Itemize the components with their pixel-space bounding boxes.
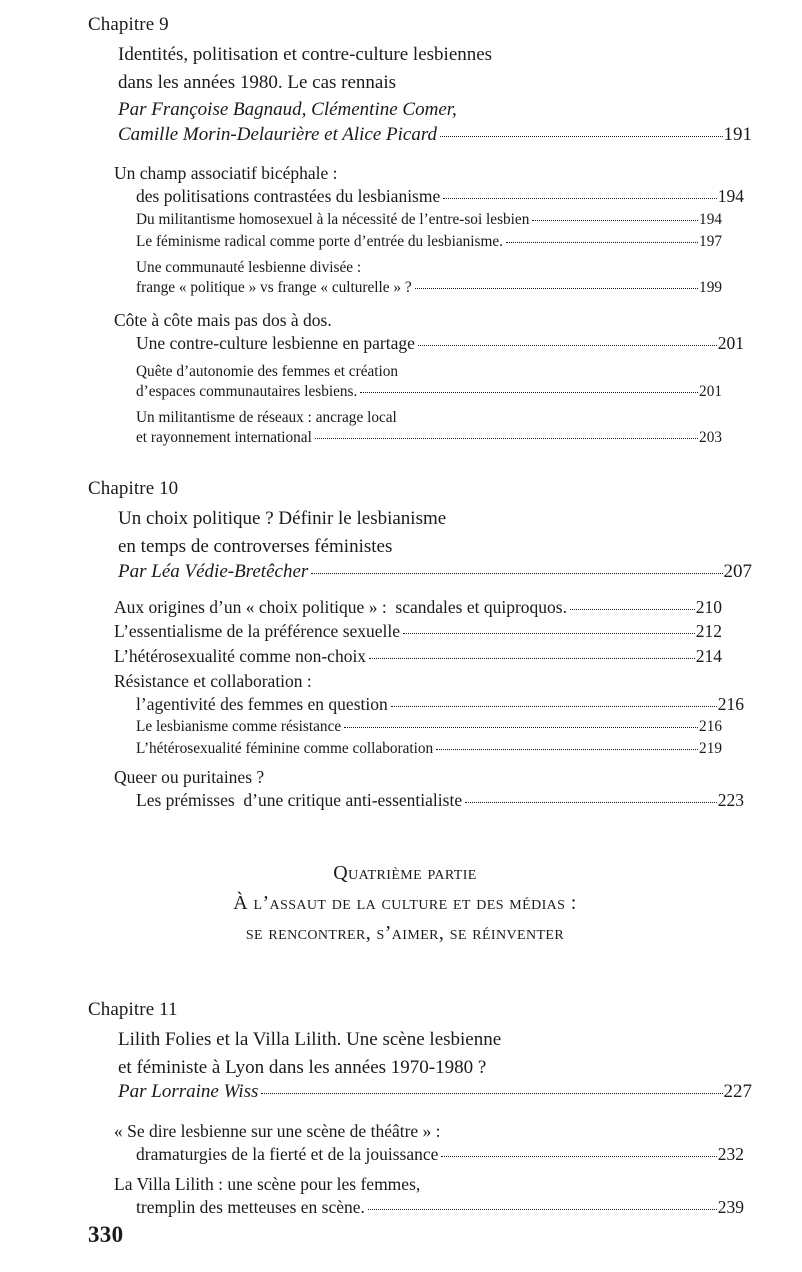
toc-entry-text: Le féminisme radical comme porte d’entrée du lesbianisme. — [136, 232, 503, 250]
chapter-title-line: Un choix politique ? Définir le lesbianisme — [118, 508, 447, 530]
dot-leader — [391, 706, 717, 707]
toc-entry[interactable] — [136, 258, 722, 298]
part-heading — [88, 858, 722, 949]
toc-entry-row — [114, 645, 722, 668]
toc-entry-row — [136, 693, 744, 716]
page-number: 214 — [695, 646, 722, 667]
chapter-title-line: Lilith Folies et la Villa Lilith. Une scène lesbienne — [118, 1028, 502, 1050]
toc-entry-row — [114, 596, 722, 619]
dot-leader — [415, 288, 698, 289]
dot-leader — [368, 1209, 717, 1210]
page-number: 212 — [695, 621, 722, 642]
chapter-label: Chapitre 9 — [88, 14, 169, 35]
chapter-title-line: Identités, politisation et contre-culture lesbiennes — [118, 44, 493, 65]
page-number: 216 — [717, 693, 744, 714]
page-number: 194 — [699, 210, 722, 228]
dot-leader — [570, 609, 695, 610]
toc-entry-line: Une communauté lesbienne divisée : — [136, 259, 362, 277]
dot-leader — [532, 220, 698, 221]
toc-entry-row — [136, 739, 722, 759]
toc-entry-line: Queer ou puritaines ? — [114, 767, 265, 788]
chapter-author-row — [118, 1081, 752, 1103]
chapter-author-line: Par Françoise Bagnaud, Clémentine Comer, — [118, 99, 457, 121]
toc-entry-row — [136, 1143, 744, 1166]
toc-entry-line: « Se dire lesbienne sur une scène de théâtre » : — [114, 1121, 441, 1142]
toc-entry[interactable] — [136, 210, 722, 230]
chapter-block-11 — [88, 998, 752, 1218]
toc-entry[interactable] — [114, 645, 722, 668]
toc-entry[interactable] — [114, 670, 744, 716]
part-heading-line-2: À l’assaut de la culture et des médias : — [233, 892, 577, 915]
toc-entry[interactable] — [114, 766, 744, 812]
toc-entry[interactable] — [136, 408, 722, 448]
toc-entry-row — [136, 232, 722, 252]
page-number: 199 — [699, 279, 722, 297]
toc-entry-row — [136, 382, 722, 402]
chapter-title-line: et féministe à Lyon dans les années 1970-1980 ? — [118, 1056, 487, 1078]
page-number: 194 — [717, 185, 744, 206]
dot-leader — [506, 242, 698, 243]
dot-leader — [344, 727, 698, 728]
toc-entry-row — [136, 789, 744, 812]
toc-entry[interactable] — [136, 232, 722, 252]
dot-leader — [315, 438, 698, 439]
toc-entry[interactable] — [114, 596, 722, 619]
toc-entry[interactable] — [114, 309, 744, 355]
toc-entry-text: des politisations contrastées du lesbianisme — [136, 185, 441, 206]
chapter-block-9 — [88, 14, 752, 448]
toc-entry-text: L’hétérosexualité comme non-choix — [114, 646, 367, 667]
toc-entry-row — [136, 185, 744, 208]
folio-page-number: 330 — [88, 1222, 124, 1247]
chapter-author-line: Camille Morin-Delaurière et Alice Picard — [118, 124, 438, 146]
toc-entry-line: Un militantisme de réseaux : ancrage local — [136, 409, 397, 427]
toc-entry-text: frange « politique » vs frange « culturelle » ? — [136, 279, 412, 297]
page-number: 207 — [723, 560, 752, 582]
toc-entry-line: Quête d’autonomie des femmes et création — [136, 362, 399, 380]
part-heading-line-3: se rencontrer, s’aimer, se réinventer — [245, 922, 565, 945]
toc-entry[interactable] — [114, 1173, 744, 1219]
toc-entry-row — [136, 428, 722, 448]
page-number: 239 — [717, 1196, 744, 1217]
chapter-title-line: dans les années 1980. Le cas rennais — [118, 71, 397, 93]
dot-leader — [441, 1156, 716, 1157]
chapter-author-row — [118, 124, 752, 146]
toc-entry-line: Résistance et collaboration : — [114, 670, 312, 691]
dot-leader — [261, 1093, 722, 1094]
chapter-label: Chapitre 11 — [88, 998, 178, 1020]
toc-entry-row — [136, 717, 722, 737]
toc-entry[interactable] — [114, 162, 744, 208]
dot-leader — [369, 658, 695, 659]
toc-entry-text: Une contre-culture lesbienne en partage — [136, 332, 415, 353]
dot-leader — [436, 749, 698, 750]
dot-leader — [360, 392, 698, 393]
dot-leader — [403, 633, 695, 634]
page-number: 201 — [699, 382, 722, 400]
dot-leader — [311, 573, 722, 574]
toc-entry-row — [136, 332, 744, 355]
chapter-label: Chapitre 10 — [88, 478, 179, 500]
toc-entry-text: Le lesbianisme comme résistance — [136, 718, 342, 736]
toc-entry-row — [136, 278, 722, 298]
toc-entry[interactable] — [114, 620, 722, 643]
toc-entry[interactable] — [114, 1120, 744, 1166]
toc-entry-text: Aux origines d’un « choix politique » : scandales et quiproquos. — [114, 596, 567, 617]
part-heading-line-1: Quatrième partie — [333, 861, 477, 884]
page-number: 201 — [717, 332, 744, 353]
toc-entry[interactable] — [136, 739, 722, 759]
page-number: 219 — [699, 740, 722, 758]
page-number: 203 — [699, 429, 722, 447]
dot-leader — [418, 345, 717, 346]
toc-entry-text: d’espaces communautaires lesbiens. — [136, 382, 358, 400]
toc-entry-text: tremplin des metteuses en scène. — [136, 1196, 365, 1217]
page-number: 210 — [695, 596, 722, 617]
page-number: 197 — [699, 232, 722, 250]
toc-entry-row — [114, 620, 722, 643]
toc-entry[interactable] — [136, 362, 722, 402]
toc-entry-line: Un champ associatif bicéphale : — [114, 163, 338, 184]
page-number: 223 — [717, 789, 744, 810]
chapter-block-10 — [88, 478, 752, 811]
page-number: 191 — [723, 124, 752, 146]
chapter-author-line: Par Lorraine Wiss — [118, 1081, 259, 1103]
page-number: 227 — [723, 1081, 752, 1103]
dot-leader — [465, 802, 717, 803]
page-number: 216 — [699, 718, 722, 736]
toc-entry-text: et rayonnement international — [136, 429, 312, 447]
toc-entry-text: Les prémisses d’une critique anti-essentialiste — [136, 789, 463, 810]
toc-entry-text: L’essentialisme de la préférence sexuelle — [114, 621, 401, 642]
toc-entry-line: Côte à côte mais pas dos à dos. — [114, 310, 332, 331]
toc-entry-row — [136, 1196, 744, 1219]
dot-leader — [443, 198, 716, 199]
chapter-author-row — [118, 561, 752, 583]
toc-entry-text: Du militantisme homosexuel à la nécessité de l’entre-soi lesbien — [136, 210, 530, 228]
page-number: 232 — [717, 1144, 744, 1165]
toc-entry-text: L’hétérosexualité féminine comme collaboration — [136, 740, 434, 758]
toc-entry[interactable] — [136, 717, 722, 737]
toc-entry-text: dramaturgies de la fierté et de la jouissance — [136, 1144, 439, 1165]
chapter-author-line: Par Léa Védie-Bretêcher — [118, 560, 309, 582]
dot-leader — [440, 136, 722, 137]
toc-entry-line: La Villa Lilith : une scène pour les femmes, — [114, 1173, 421, 1194]
toc-entry-text: l’agentivité des femmes en question — [136, 693, 388, 714]
chapter-title-line: en temps de controverses féministes — [118, 535, 393, 557]
toc-entry-row — [136, 210, 722, 230]
